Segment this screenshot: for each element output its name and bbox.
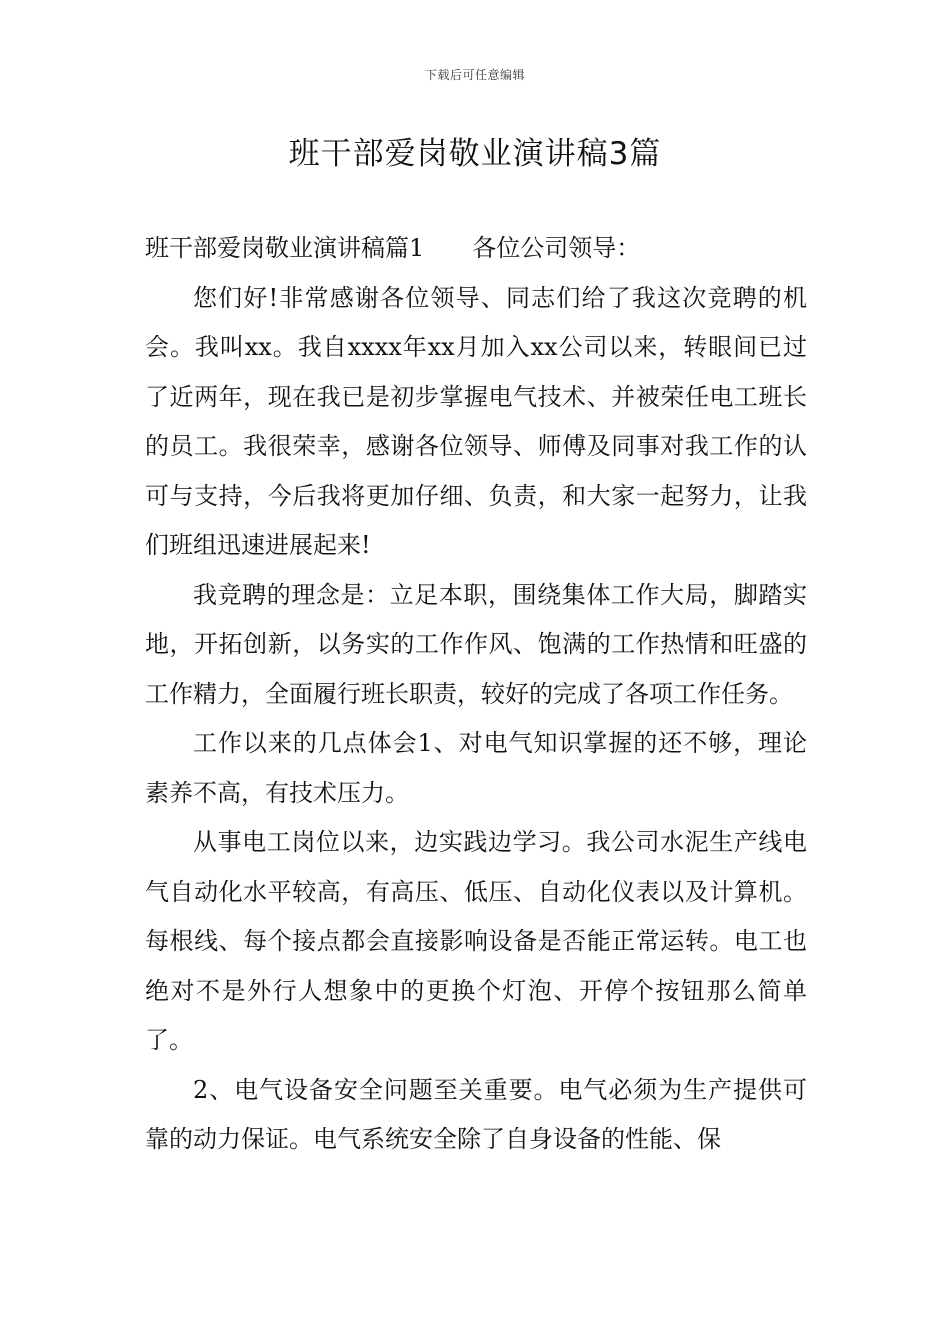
section-label: 班干部爱岗敬业演讲稿篇1 <box>145 234 425 262</box>
document-body <box>145 224 807 1165</box>
document-title: 班干部爱岗敬业演讲稿3篇 <box>288 136 662 172</box>
paragraph: 您们好!非常感谢各位领导、同志们给了我这次竞聘的机会。我叫xx。我自xxxx年xx月加入xx公司以来，转眼间已过了近两年，现在我已是初步掌握电气技术、并被荣任电工班长的员工。我很荣幸，感谢各位领导、师傅及同事对我工作的认可与支持，今后我将更加仔细、负责，和大家一起努力，让我们班组迅速进展起来! <box>145 283 807 559</box>
intro-line <box>145 224 807 274</box>
salutation: 各位公司领导： <box>472 234 641 262</box>
paragraph: 2、电气设备安全问题至关重要。电气必须为生产提供可靠的动力保证。电气系统安全除了自身设备的性能、保 <box>145 1075 807 1153</box>
paragraph: 从事电工岗位以来，边实践边学习。我公司水泥生产线电气自动化水平较高，有高压、低压、自动化仪表以及计算机。每根线、每个接点都会直接影响设备是否能正常运转。电工也绝对不是外行人想象中的更换个灯泡、开停个按钮那么简单了。 <box>145 828 807 1054</box>
paragraph: 工作以来的几点体会1、对电气知识掌握的还不够，理论素养不高，有技术压力。 <box>145 729 807 807</box>
paragraph: 我竞聘的理念是：立足本职，围绕集体工作大局，脚踏实地，开拓创新，以务实的工作作风、饱满的工作热情和旺盛的工作精力，全面履行班长职责，较好的完成了各项工作任务。 <box>145 580 807 708</box>
header-note: 下载后可任意编辑 <box>424 68 525 82</box>
